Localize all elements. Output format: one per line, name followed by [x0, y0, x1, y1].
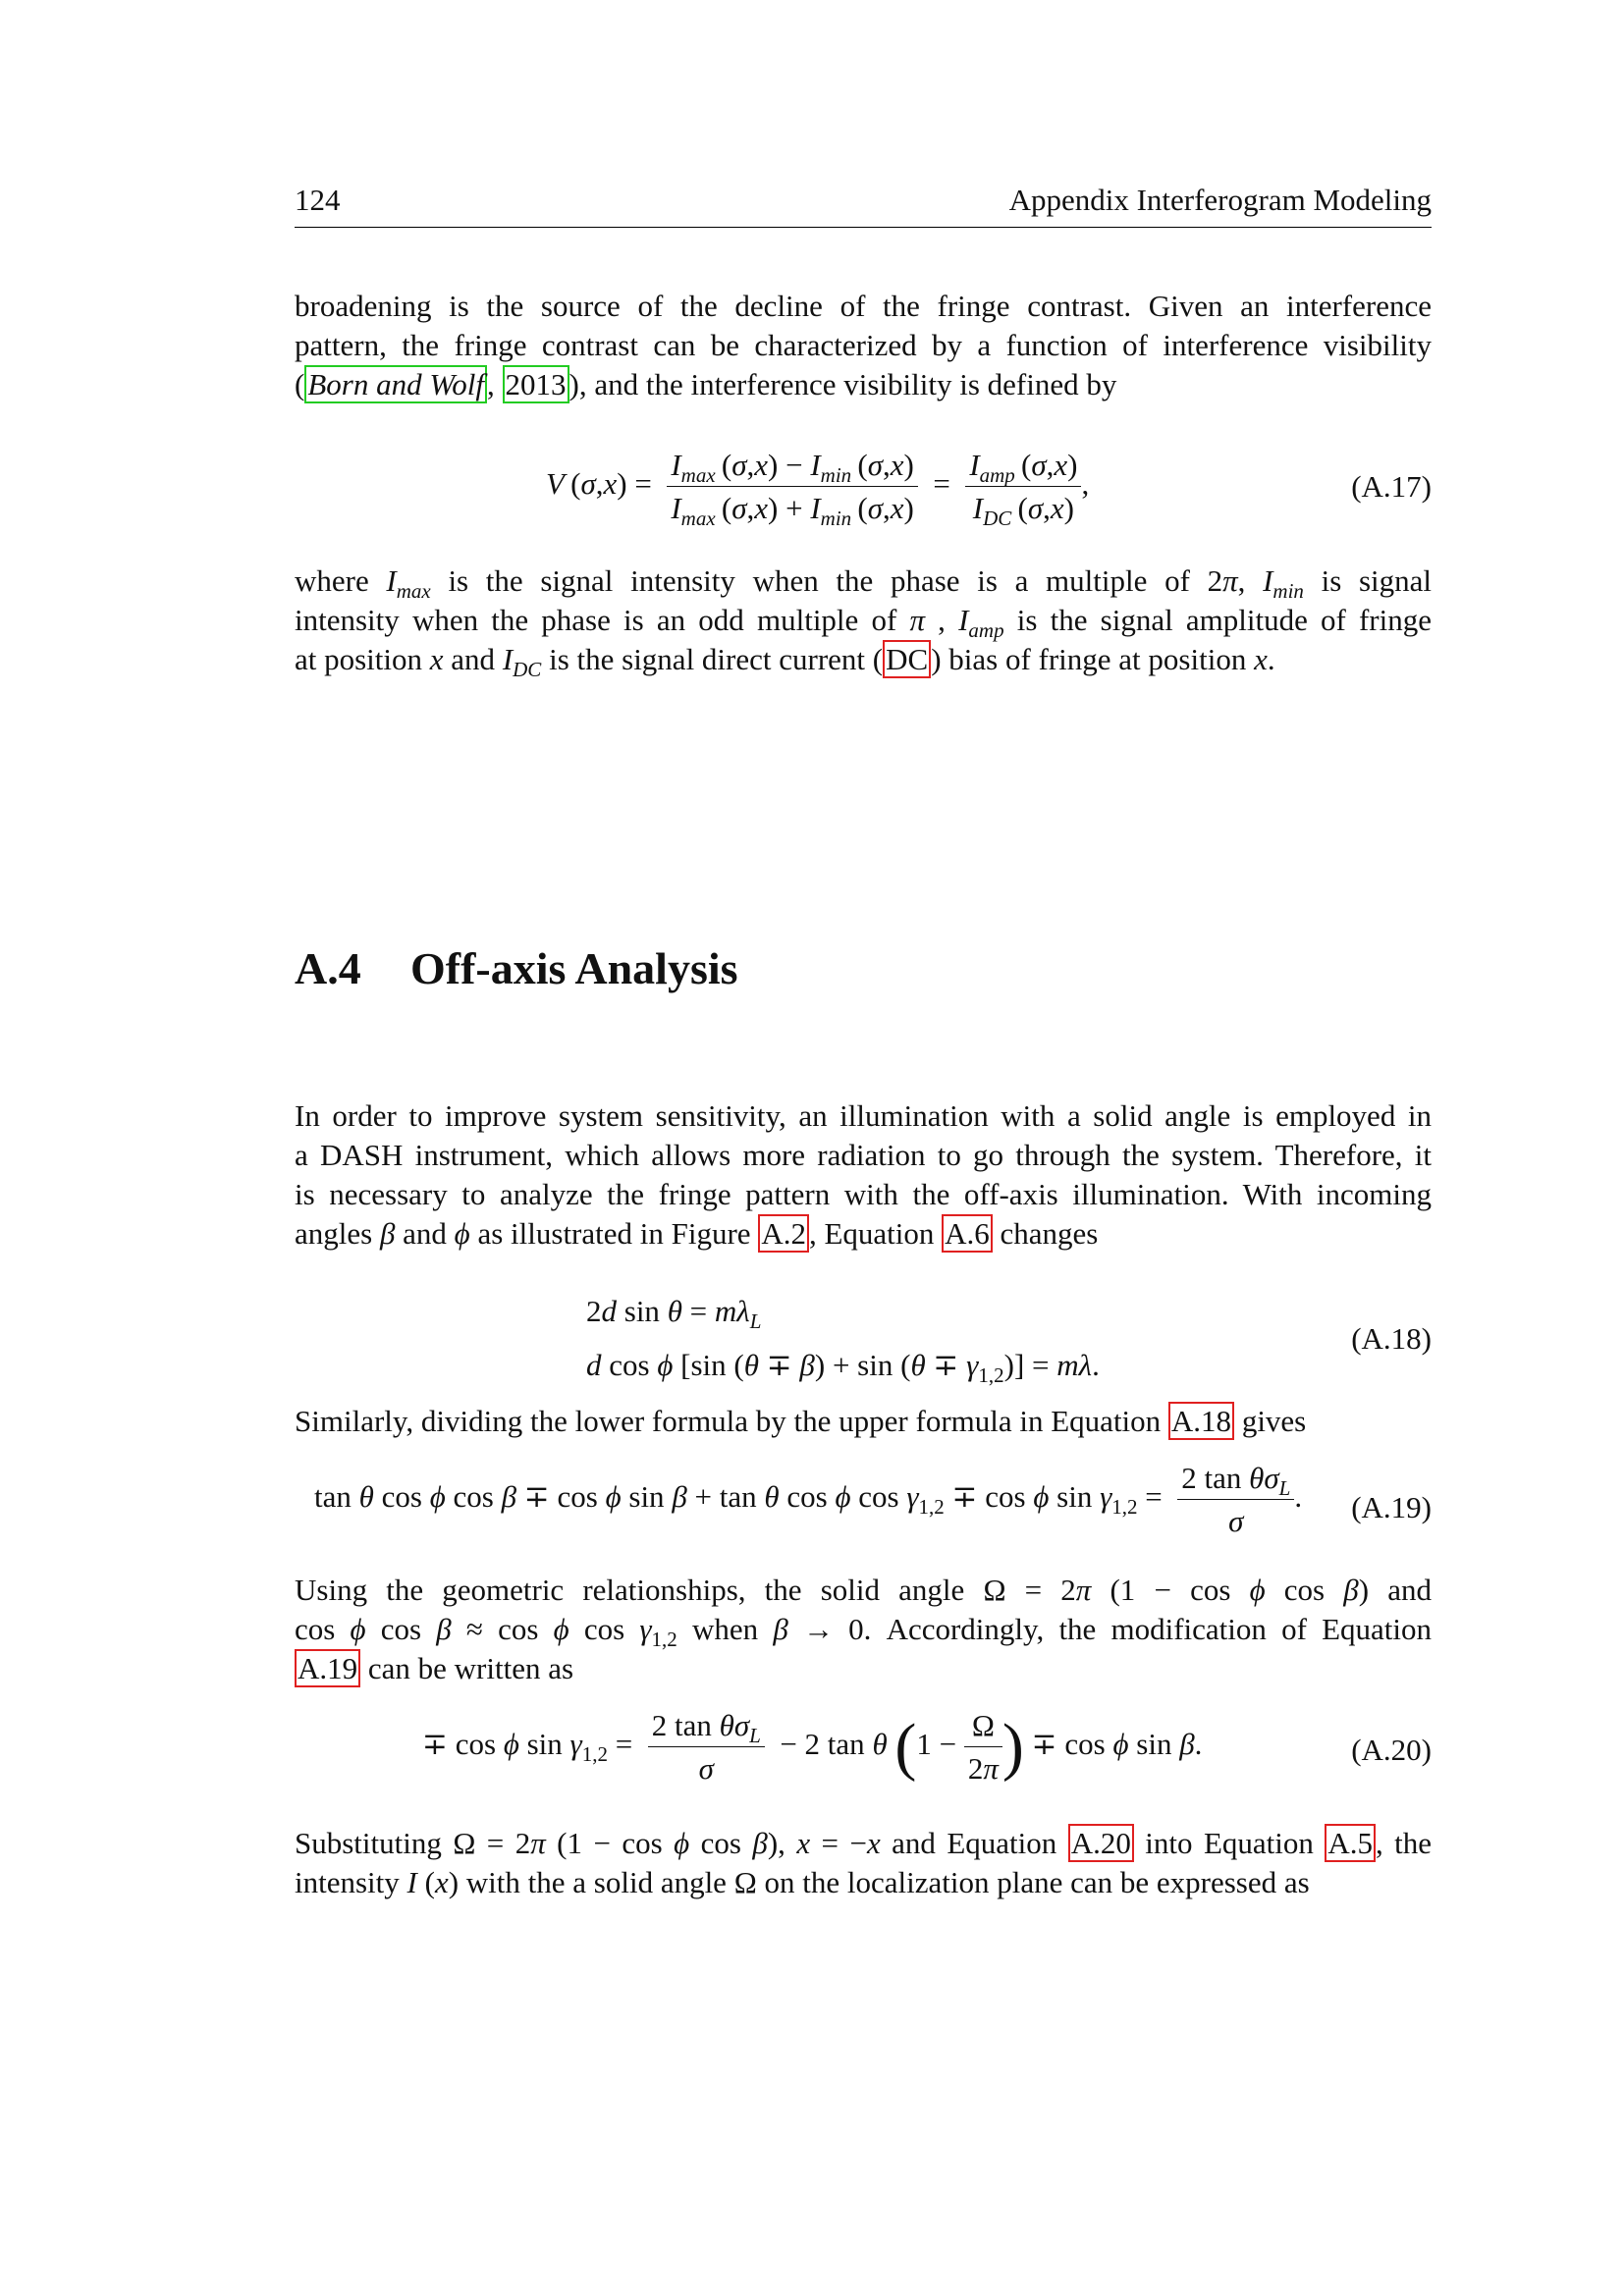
text-line: a DASH instrument, which allows more radiation to go through the system. Therefore, it	[295, 1138, 1432, 1172]
text-line: is necessary to analyze the fringe pattern with the off-axis illumination. With incoming	[295, 1177, 1432, 1211]
equation-link-a6[interactable]: A.6	[942, 1214, 993, 1253]
page-number: 124	[295, 183, 341, 217]
running-title: Appendix Interferogram Modeling	[1008, 183, 1432, 217]
text-line: Using the geometric relationships, the solid angle Ω = 2π (1 − cos ϕ cos β) and	[295, 1573, 1432, 1607]
paragraph-geometric	[295, 1571, 1432, 1688]
text-line: broadening is the source of the decline of the fringe contrast. Given an interference	[295, 289, 1432, 323]
paragraph-visibility-intro	[295, 287, 1432, 404]
equation-a18-line2: d cos ϕ [sin $(\theta \mp \beta) + \sin (\theta \mp \gamma_{1,2})] = m\lambda$.	[586, 1348, 1100, 1387]
equation-link-a20[interactable]: A.20	[1068, 1824, 1134, 1862]
text-line: intensity I (x) with the a solid angle Ω on the localization plane can be expressed as	[295, 1865, 1310, 1899]
equation-a18-line1: 2d $\sin \theta = m\lambda_L$	[586, 1294, 762, 1333]
citation-link-authors[interactable]: Born and Wolf	[304, 365, 487, 403]
citation-link-year[interactable]: 2013	[503, 365, 569, 403]
text-line: cos ϕ cos β ≈ cos ϕ $\cos \gamma_{1,2}$ when β → 0. Accordingly, the modification of Equation	[295, 1612, 1433, 1651]
paragraph-visibility-definitions	[295, 561, 1432, 679]
section-title: Off-axis Analysis	[410, 943, 738, 993]
paragraph-substituting	[295, 1824, 1432, 1902]
text-line: angles β and ϕ as illustrated in Figure A.2, Equation A.6 changes	[295, 1216, 1099, 1251]
text-line: pattern, the fringe contrast can be characterized by a function of interference visibility	[295, 328, 1432, 362]
equation-number: (A.17)	[1351, 469, 1432, 504]
text-line: (Born and Wolf, 2013), and the interference visibility is defined by	[295, 367, 1117, 401]
text-line: intensity when the phase is an odd multiple of π , $I_{amp}$ is the signal amplitude of fringe	[295, 603, 1433, 642]
equation-number: (A.20)	[1351, 1733, 1432, 1767]
text-line: Substituting Ω = 2π (1 − cos ϕ cos β), x = −x and Equation A.20 into Equation A.5, the	[295, 1826, 1433, 1860]
paragraph-similarly	[295, 1402, 1432, 1441]
equation-link-a18[interactable]: A.18	[1168, 1402, 1234, 1440]
text-line: In order to improve system sensitivity, an illumination with a solid angle is employed in	[295, 1098, 1432, 1133]
header-rule	[295, 227, 1432, 228]
section-heading	[295, 942, 738, 994]
equation-number: (A.19)	[1351, 1490, 1432, 1524]
equation-number: (A.18)	[1351, 1321, 1432, 1356]
figure-link-a2[interactable]: A.2	[758, 1214, 809, 1253]
text-line: at position x and $I_{DC}$ is the signal direct current (DC) bias of fringe at position x.	[295, 642, 1275, 681]
section-number: A.4	[295, 943, 361, 993]
paragraph-off-axis-intro	[295, 1096, 1432, 1254]
equation-a17: V (σ,x) = $\frac{I_{max} (\sigma,x) - I_{min} (\sigma,x)}{I_{max} (\sigma,x) + I_{min} (\sigma,x)}$ = $\frac{I_{amp} (\sigma,x)}{I_{DC} (\sigma,x)}$ ,	[546, 448, 1090, 530]
equation-link-a19[interactable]: A.19	[295, 1649, 360, 1687]
text-line: where $I_{max}$ is the signal intensity when the phase is a multiple of 2π, $I_{min}$ is signal	[295, 563, 1433, 603]
equation-a19: tan θ cos ϕ cos β ∓ cos ϕ sin β + tan θ cos ϕ $\cos \gamma_{1,2} \mp \cos \phi$ $\sin \gamma_{1,2}$ = $\frac{2 \tan \theta\sigma_L}{\sigma}$ .	[314, 1461, 1303, 1538]
equation-a20: ∓ cos ϕ $\sin \gamma_{1,2}$ = $\frac{2 \tan \theta\sigma_L}{\sigma}$ − 2 tan θ (1 − $\frac{\Omega}{2\pi}$ ) ∓ cos ϕ sin β.	[422, 1708, 1203, 1786]
acronym-link-dc[interactable]: DC	[883, 640, 931, 678]
text-line: Similarly, dividing the lower formula by the upper formula in Equation A.18 gives	[295, 1404, 1307, 1438]
text-line: A.19 can be written as	[295, 1649, 1432, 1688]
equation-link-a5[interactable]: A.5	[1325, 1824, 1376, 1862]
